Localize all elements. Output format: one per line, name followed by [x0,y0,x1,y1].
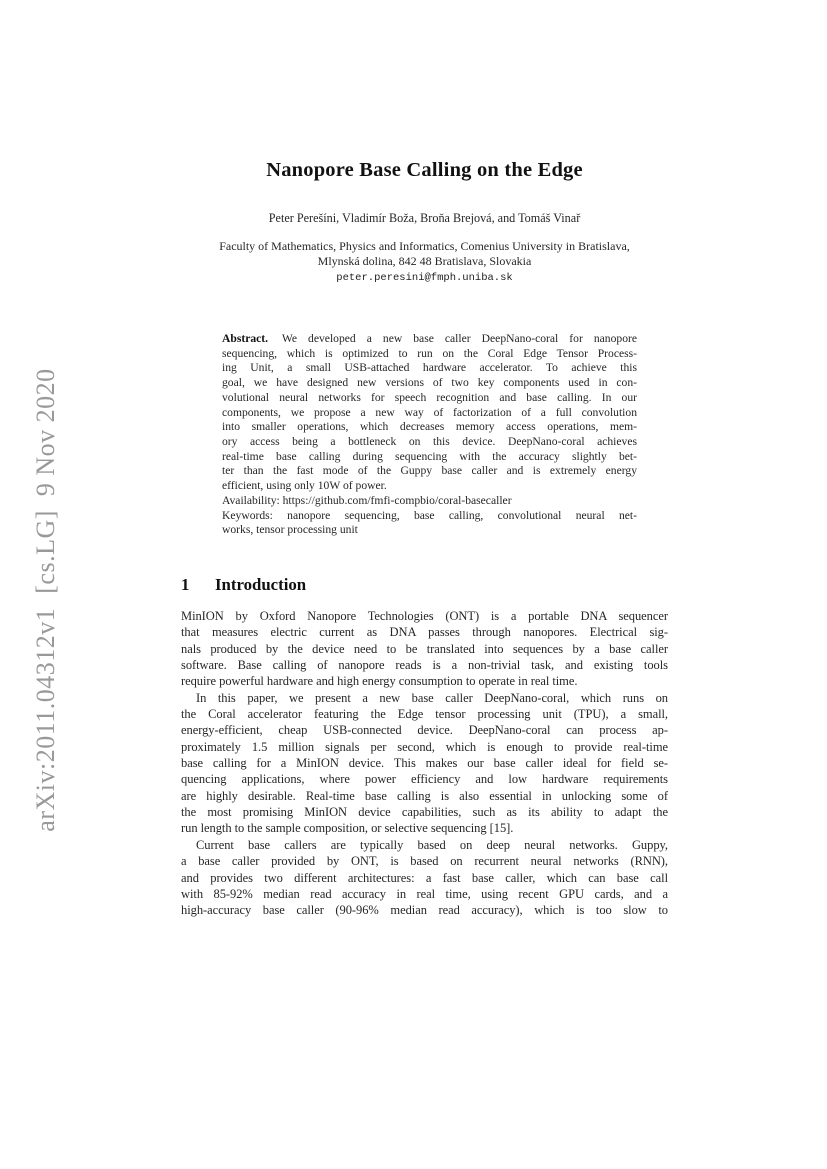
text-line: base calling for a MinION device. This makes our base caller ideal for field se- [181,756,668,771]
text-line: Abstract. We developed a new base caller DeepNano-coral for nanopore [222,332,637,345]
text-line: In this paper, we present a new base caller DeepNano-coral, which runs on [196,690,668,705]
text-line: run length to the sample composition, or selective sequencing [15]. [181,821,514,836]
text-line: sequencing, which is optimized to run on the Coral Edge Tensor Process- [222,346,637,360]
abstract-block [222,332,637,538]
text-line: Availability: https://github.com/fmfi-compbio/coral-basecaller [222,493,512,507]
paragraph [222,509,637,538]
paragraph [181,837,668,919]
text-line: software. Base calling of nanopore reads is a non-trivial task, and existing tools [181,658,668,673]
arxiv-watermark: arXiv:2011.04312v1 [cs.LG] 9 Nov 2020 [31,368,60,832]
text-line: are highly desirable. Real-time base calling is also essential in unlocking some of [181,788,668,803]
paragraph [222,332,637,494]
text-line: ter than the fast mode of the Guppy base caller and is extremely energy [222,464,637,478]
text-line: Keywords: nanopore sequencing, base calling, convolutional neural net- [222,508,637,522]
text-line: high-accuracy base caller (90-96% median read accuracy), which is too slow to [181,903,668,918]
text-line: quencing applications, where power efficiency and low hardware requirements [181,772,668,787]
text-line: MinION by Oxford Nanopore Technologies (ONT) is a portable DNA sequencer [181,609,668,623]
text-line: ory access being a bottleneck on this device. DeepNano-coral achieves [222,435,637,449]
authors-line: Peter Perešíni, Vladimír Boža, Broňa Brejová, and Tomáš Vinař [268,211,581,225]
text-line: the Coral accelerator featuring the Edge tensor processing unit (TPU), a small, [181,707,668,722]
paragraph [181,690,668,837]
section-body-introduction [181,608,668,919]
text-line: into smaller operations, which decreases memory access operations, mem- [222,420,637,434]
text-line: energy-efficient, cheap USB-connected device. DeepNano-coral can process ap- [181,723,668,738]
text-line: the most promising MinION device capabilities, such as its ability to adapt the [181,805,668,820]
contact-email: peter.peresini@fmph.uniba.sk [336,272,513,284]
text-line: ing Unit, a small USB-attached hardware accelerator. To achieve this [222,361,637,375]
paragraph [181,608,668,690]
text-line: components, we propose a new way of factorization of a full convolution [222,405,637,419]
text-line: proximately 1.5 million signals per second, which is enough to provide real-time [181,739,668,754]
text-line: with 85-92% median read accuracy in real time, using recent GPU cards, and a [181,886,668,901]
text-line: that measures electric current as DNA passes through nanopores. Electrical sig- [181,625,668,640]
section-number: 1 [181,575,190,594]
section-heading-introduction [181,575,668,595]
paper-title: Nanopore Base Calling on the Edge [266,159,583,181]
text-line: Current base callers are typically based on deep neural networks. Guppy, [196,837,668,852]
text-line: goal, we have designed new versions of two key components used in con- [222,376,637,390]
section-title: Introduction [215,575,307,594]
text-line: nals produced by the device need to be translated into sequences by a base caller [181,641,668,656]
text-line: works, tensor processing unit [222,523,358,537]
text-line: real-time base calling during sequencing with the accuracy slightly bet- [222,449,637,463]
abstract-label: Abstract. [222,332,269,345]
affiliation-block [150,239,699,270]
text-line: volutional neural networks for speech recognition and base calling. In our [222,390,637,404]
text-line: a base caller provided by ONT, is based on recurrent neural networks (RNN), [181,854,668,869]
text-line: require powerful hardware and high energy consumption to operate in real time. [181,674,578,689]
text-line: efficient, using only 10W of power. [222,479,387,493]
affiliation-line-1: Faculty of Mathematics, Physics and Informatics, Comenius University in Bratislava, [219,239,630,253]
paragraph [222,494,637,509]
text-line: and provides two different architectures: a fast base caller, which can base call [181,870,668,885]
affiliation-line-2: Mlynská dolina, 842 48 Bratislava, Slovakia [317,254,532,269]
